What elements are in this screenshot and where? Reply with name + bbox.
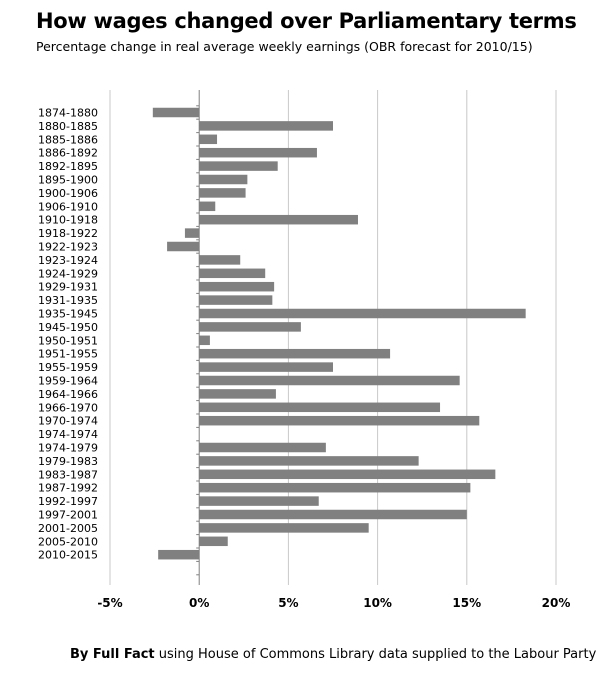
- category-label: 1874-1880: [38, 106, 98, 120]
- category-label: 1974-1974: [38, 428, 98, 442]
- bar-2001-2005: [199, 523, 368, 533]
- bar-1922-1923: [167, 242, 199, 252]
- bar-2010-2015: [158, 550, 199, 560]
- y-axis: [196, 90, 199, 585]
- bar-1885-1886: [199, 135, 217, 145]
- credit-author: By Full Fact: [70, 647, 155, 662]
- category-label: 1886-1892: [38, 146, 98, 160]
- bar-1923-1924: [199, 255, 240, 265]
- bar-1918-1922: [185, 228, 199, 238]
- category-label: 2001-2005: [38, 521, 98, 535]
- bar-1979-1983: [199, 456, 418, 466]
- category-label: 1987-1992: [38, 481, 98, 495]
- x-tick-label: 5%: [278, 596, 299, 610]
- bar-1955-1959: [199, 362, 333, 372]
- category-label: 1929-1931: [38, 280, 98, 294]
- bar-1983-1987: [199, 470, 495, 480]
- bar-1929-1931: [199, 282, 274, 292]
- category-label: 1892-1895: [38, 160, 98, 174]
- category-label: 1885-1886: [38, 133, 98, 147]
- bar-1951-1955: [199, 349, 390, 359]
- category-label: 1950-1951: [38, 334, 98, 348]
- category-label: 1970-1974: [38, 414, 98, 428]
- bar-2005-2010: [199, 537, 228, 547]
- x-tick-label: 0%: [189, 596, 210, 610]
- bar-1910-1918: [199, 215, 358, 225]
- bar-1959-1964: [199, 376, 459, 386]
- category-label: 1924-1929: [38, 267, 98, 281]
- x-tick-labels: [97, 596, 570, 610]
- bar-1992-1997: [199, 496, 319, 506]
- category-label: 1910-1918: [38, 213, 98, 227]
- category-label: 1945-1950: [38, 320, 98, 334]
- category-label: 1955-1959: [38, 361, 98, 375]
- x-tick-label: 15%: [452, 596, 482, 610]
- category-label: 1997-2001: [38, 508, 98, 522]
- category-label: 1895-1900: [38, 173, 98, 187]
- category-label: 1983-1987: [38, 468, 98, 482]
- bar-1966-1970: [199, 403, 440, 413]
- chart-title: How wages changed over Parliamentary terms: [36, 9, 577, 33]
- bar-1892-1895: [199, 161, 277, 171]
- credit-text: using House of Commons Library data supplied to the Labour Party: [154, 647, 597, 662]
- category-label: 1959-1964: [38, 374, 98, 388]
- category-label: 1931-1935: [38, 294, 98, 308]
- bar-1950-1951: [199, 336, 210, 346]
- category-label: 1964-1966: [38, 387, 98, 401]
- category-label: 2005-2010: [38, 535, 98, 549]
- bar-1931-1935: [199, 295, 272, 305]
- category-label: 1979-1983: [38, 454, 98, 468]
- bar-1974-1979: [199, 443, 326, 453]
- bar-1945-1950: [199, 322, 301, 332]
- category-label: 2010-2015: [38, 548, 98, 562]
- x-tick-label: -5%: [97, 596, 123, 610]
- bar-1906-1910: [199, 202, 215, 212]
- bar-1886-1892: [199, 148, 317, 158]
- category-label: 1922-1923: [38, 240, 98, 254]
- bar-1900-1906: [199, 188, 245, 198]
- bar-1997-2001: [199, 510, 467, 520]
- category-label: 1935-1945: [38, 307, 98, 321]
- bar-1880-1885: [199, 121, 333, 130]
- category-label: 1906-1910: [38, 200, 98, 214]
- bar-1987-1992: [199, 483, 470, 493]
- bar-1970-1974: [199, 416, 479, 426]
- category-label: 1900-1906: [38, 186, 98, 200]
- category-label: 1918-1922: [38, 227, 98, 241]
- bar-1924-1929: [199, 269, 265, 279]
- category-label: 1992-1997: [38, 495, 98, 509]
- category-label: 1951-1955: [38, 347, 98, 361]
- category-label: 1974-1979: [38, 441, 98, 455]
- category-labels: [38, 107, 98, 562]
- category-label: 1966-1970: [38, 401, 98, 415]
- bar-1895-1900: [199, 175, 247, 185]
- bar-1935-1945: [199, 309, 525, 319]
- bar-1874-1880: [153, 108, 199, 118]
- x-tick-label: 10%: [363, 596, 392, 610]
- x-tick-label: 20%: [541, 596, 571, 610]
- bars: [153, 108, 526, 560]
- source-credit: [70, 647, 596, 662]
- bar-1964-1966: [199, 389, 276, 399]
- category-label: 1880-1885: [38, 119, 98, 133]
- category-label: 1923-1924: [38, 253, 98, 267]
- chart-subtitle: Percentage change in real average weekly earnings (OBR forecast for 2010/15): [36, 39, 533, 54]
